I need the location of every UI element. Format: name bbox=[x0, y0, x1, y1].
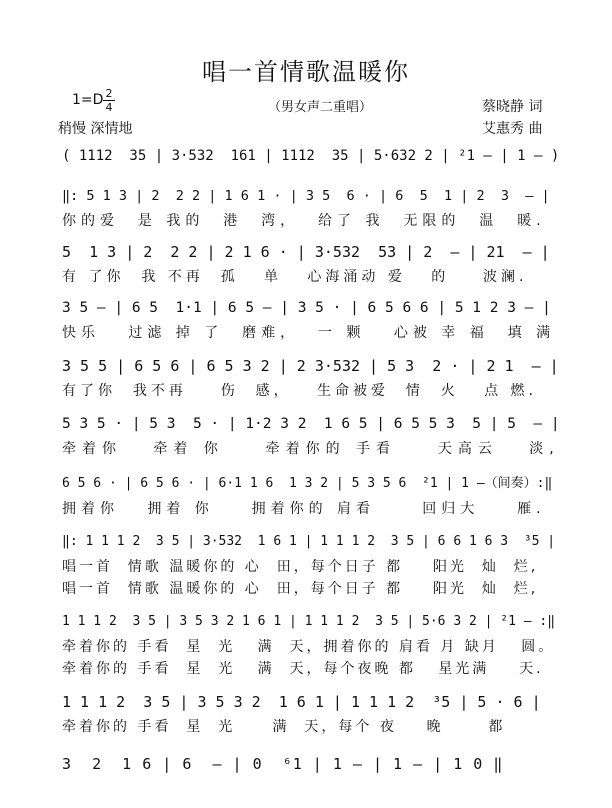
notation-row-5: 3 5 5 | 6 5 6 | 6 5 3 2 | 2 3·532 | 5 3 2 · | 2 1 — | bbox=[62, 357, 559, 375]
lyric-row-6: 拥着你 拥着 你 拥着你的 肩看 回归大 雁. bbox=[62, 501, 546, 517]
lyric-row-9: 牵着你的 手看 星 光 满 天，拥着你的 肩看 月 缺月 圆。 bbox=[62, 639, 556, 655]
notation-row-1: ( 1112 35 | 3·532 161 | 1112 35 | 5·632 2 | ²1 — | 1 — ) bbox=[62, 148, 560, 164]
lyric-row-1: 你的爱 是 我的 港 湾， 给了 我 无限的 温 暖. bbox=[62, 213, 546, 229]
notation-row-6: 5 3 5 · | 5 3 5 · | 1·2 3 2 1 6 5 | 6 5 5 3 5 | 5 — | bbox=[62, 416, 560, 432]
notation-row-9: 1 1 1 2 3 5 | 3 5 3 2 1 6 1 | 1 1 1 2 3 5 | 5·6 3 2 | ²1 — :‖ bbox=[62, 614, 556, 629]
lyric-row-7: 唱一首 情歌 温暖你的 心 田，每个日子 都 阳光 灿 烂, bbox=[62, 559, 539, 575]
time-signature-bottom: 4 bbox=[105, 101, 113, 114]
notation-row-4: 3 5 — | 6 5 1·1 | 6 5 — | 3 5 · | 6 5 6 6 | 5 1 2 3 — | bbox=[62, 300, 551, 316]
lyric-row-3: 快乐 过滤 掉 了 磨难， 一 颗 心被 幸 福 填 满 bbox=[62, 325, 556, 341]
lyric-row-4: 有了你 我不再 伤 感， 生命被爱 情 火 点 燃. bbox=[62, 383, 538, 399]
lyric-row-5: 牵着你 牵着 你 牵着你的 手看 天高云 淡, bbox=[62, 441, 560, 457]
time-signature bbox=[103, 88, 115, 113]
key-signature: 1=D bbox=[72, 92, 104, 108]
notation-row-10: 1 1 1 2 3 5 | 3 5 3 2 1 6 1 | 1 1 1 2 ³5 | 5 · 6 | bbox=[62, 693, 541, 711]
time-signature-top: 2 bbox=[105, 87, 113, 100]
lyricist-credit: 蔡晓静 词 bbox=[482, 99, 543, 115]
subtitle: （男女声二重唱） bbox=[268, 100, 373, 115]
notation-row-8: ‖: 1 1 1 2 3 5 | 3·532 1 6 1 | 1 1 1 2 3 5 | 6 6 1 6 3 ³5 | bbox=[62, 534, 556, 549]
lyric-row-8: 唱一首 情歌 温暖你的 心 田，每个日子 都 阳光 灿 烂, bbox=[62, 581, 539, 597]
composer-credit: 艾惠秀 曲 bbox=[482, 121, 543, 137]
lyric-row-10: 牵着你的 手看 星 光 满 天，每个夜晚 都 星光满 天. bbox=[62, 661, 544, 677]
notation-row-3: 5 1 3 | 2 2 2 | 2 1 6 · | 3·532 53 | 2 — | 21 — | bbox=[62, 243, 550, 261]
notation-row-11: 3 2 1 6 | 6 — | 0 ⁶1 | 1 — | 1 — | 1 0 ‖ bbox=[62, 755, 504, 773]
lyric-row-2: 有 了你 我 不再 孤 单 心海涌动 爱 的 波澜. bbox=[62, 269, 528, 285]
notation-row-2: ‖: 5 1 3 | 2 2 2 | 1 6 1 · | 3 5 6 · | 6 5 1 | 2 3 — | bbox=[62, 188, 550, 204]
song-title: 唱一首情歌温暖你 bbox=[202, 58, 410, 86]
notation-row-7: 6 5 6 · | 6 5 6 · | 6·1 1 6 1 3 2 | 5 3 5 6 ²1 | 1 —（间奏）:‖ bbox=[62, 476, 553, 491]
lyric-row-11: 牵着你的 手看 星 光 满 天，每个 夜 晚 都 bbox=[62, 719, 506, 735]
tempo-marking: 稍慢 深情地 bbox=[58, 121, 133, 137]
